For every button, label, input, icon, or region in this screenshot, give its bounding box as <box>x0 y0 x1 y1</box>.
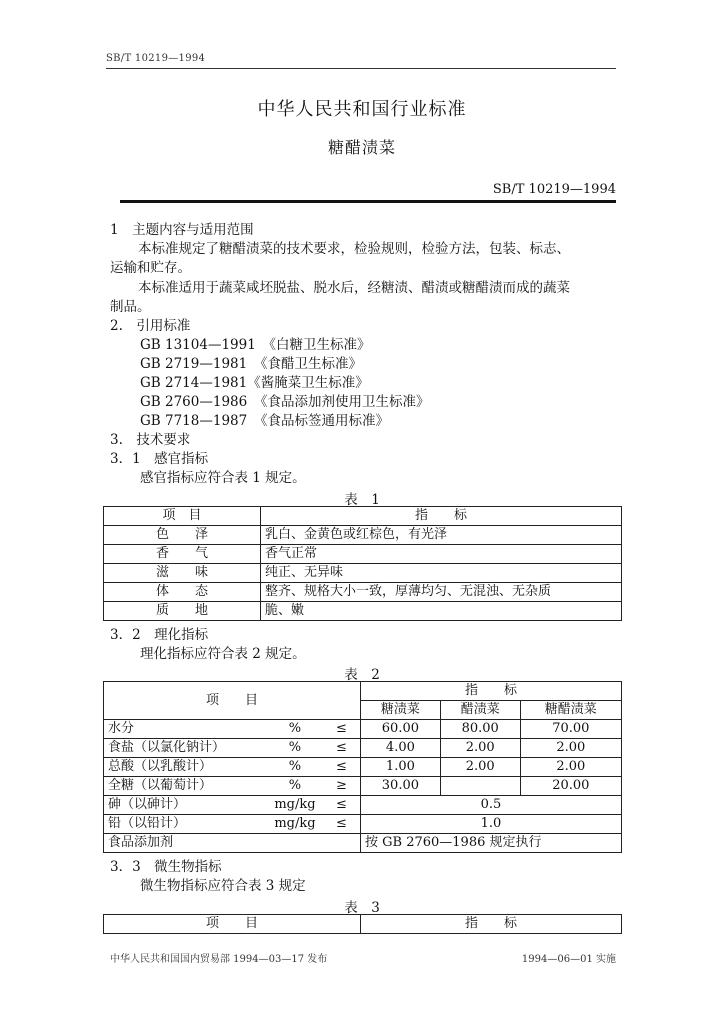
table-3 <box>103 914 622 934</box>
table-2-caption: 表 2 <box>344 667 380 683</box>
table-row <box>104 758 622 777</box>
table-cell: % <box>267 758 323 777</box>
table-cell: 0.5 <box>361 796 622 815</box>
table-row <box>104 834 622 853</box>
reference-item: GB 2714—1981《酱腌菜卫生标准》 <box>140 375 369 391</box>
table-cell: 香 气 <box>104 545 261 564</box>
table-cell: 2.00 <box>440 758 520 777</box>
reference-item: GB 7718—1987 《食品标签通用标准》 <box>140 413 389 429</box>
table-header-row <box>104 682 622 701</box>
table-cell: % <box>267 777 323 796</box>
table-cell: 质 地 <box>104 602 261 621</box>
table-row <box>104 796 622 815</box>
table-header-cell: 糖醋渍菜 <box>520 701 621 720</box>
table-cell: 60.00 <box>361 720 441 739</box>
table-header-cell: 糖渍菜 <box>361 701 441 720</box>
table-cell: mg/kg <box>267 815 323 834</box>
standard-number: SB/T 10219—1994 <box>492 182 616 197</box>
reference-item: GB 2760—1986 《食品添加剂使用卫生标准》 <box>140 394 430 410</box>
table-cell: 70.00 <box>520 720 621 739</box>
section-3-1-heading: 3．1 感官指标 <box>110 451 209 467</box>
table-1 <box>103 506 622 621</box>
document-title: 中华人民共和国行业标准 <box>257 99 467 120</box>
section-3-2-text: 理化指标应符合表 2 规定。 <box>140 646 306 662</box>
section-3-3-text: 微生物指标应符合表 3 规定 <box>140 878 306 894</box>
table-row <box>104 564 622 583</box>
table-cell: 色 泽 <box>104 526 261 545</box>
table-header-row <box>104 915 622 934</box>
header-standard-code: SB/T 10219—1994 <box>106 53 206 64</box>
section-2-heading: 2. 引用标准 <box>110 318 191 334</box>
table-cell: 1.0 <box>361 815 622 834</box>
table-cell: 20.00 <box>520 777 621 796</box>
table-header-cell: 指 标 <box>261 507 622 526</box>
table-header-cell: 指 标 <box>361 915 622 934</box>
table-row <box>104 526 622 545</box>
table-cell: 1.00 <box>361 758 441 777</box>
section-3-3-heading: 3．3 微生物指标 <box>110 859 222 875</box>
table-header-row <box>104 507 622 526</box>
table-row <box>104 739 622 758</box>
table-3-caption: 表 3 <box>344 900 380 916</box>
table-cell: 纯正、无异味 <box>261 564 622 583</box>
reference-item: GB 2719—1981 《食醋卫生标准》 <box>140 356 362 372</box>
table-row <box>104 720 622 739</box>
title-rule <box>120 200 616 203</box>
table-cell: 2.00 <box>520 758 621 777</box>
table-2 <box>103 681 622 853</box>
table-cell: ≤ <box>323 815 361 834</box>
table-header-cell: 项 目 <box>104 915 361 934</box>
table-1-caption: 表 1 <box>344 492 380 508</box>
table-header-cell: 项 目 <box>104 682 361 720</box>
table-cell: 水分 <box>104 720 268 739</box>
table-cell <box>440 777 520 796</box>
table-cell: ≤ <box>323 739 361 758</box>
table-cell: 砷（以砷计） <box>104 796 268 815</box>
table-cell: 滋 味 <box>104 564 261 583</box>
table-row <box>104 815 622 834</box>
section-1-para-2b: 制品。 <box>110 299 151 315</box>
section-3-2-heading: 3．2 理化指标 <box>110 627 209 643</box>
section-3-heading: 3. 技术要求 <box>110 432 191 448</box>
table-cell: 铅（以铅计） <box>104 815 268 834</box>
table-cell: 2.00 <box>440 739 520 758</box>
table-cell: 整齐、规格大小一致，厚薄均匀、无混浊、无杂质 <box>261 583 622 602</box>
table-cell: mg/kg <box>267 796 323 815</box>
table-cell: 4.00 <box>361 739 441 758</box>
table-cell: 总酸（以乳酸计） <box>104 758 268 777</box>
table-header-cell: 项 目 <box>104 507 261 526</box>
document-subtitle: 糖醋渍菜 <box>327 138 396 157</box>
table-cell: 按 GB 2760—1986 规定执行 <box>361 834 622 853</box>
table-cell: ≤ <box>323 796 361 815</box>
table-cell: ≥ <box>323 777 361 796</box>
table-row <box>104 545 622 564</box>
section-1-para-1b: 运输和贮存。 <box>110 260 191 276</box>
table-row <box>104 602 622 621</box>
table-header-cell: 醋渍菜 <box>440 701 520 720</box>
table-row <box>104 777 622 796</box>
table-header-cell: 指 标 <box>361 682 622 701</box>
table-cell: ≤ <box>323 720 361 739</box>
table-cell: 香气正常 <box>261 545 622 564</box>
table-cell: 2.00 <box>520 739 621 758</box>
table-cell: 食品添加剂 <box>104 834 361 853</box>
table-cell: 体 态 <box>104 583 261 602</box>
table-cell: % <box>267 720 323 739</box>
section-3-1-text: 感官指标应符合表 1 规定。 <box>140 470 306 486</box>
table-cell: 30.00 <box>361 777 441 796</box>
section-1-heading: 1 主题内容与适用范围 <box>110 222 254 238</box>
table-cell: 全糖（以葡萄计） <box>104 777 268 796</box>
header-rule <box>106 68 616 69</box>
section-1-para-2a: 本标准适用于蔬菜咸坯脱盐、脱水后，经糖渍、醋渍或糖醋渍而成的蔬菜 <box>138 280 570 296</box>
table-cell: 食盐（以氯化钠计） <box>104 739 268 758</box>
table-cell: 乳白、金黄色或红棕色，有光泽 <box>261 526 622 545</box>
table-cell: % <box>267 739 323 758</box>
footer-issued: 中华人民共和国国内贸易部 1994—03—17 发布 <box>110 954 328 965</box>
reference-item: GB 13104—1991 《白糖卫生标准》 <box>140 337 371 353</box>
table-cell: 脆、嫩 <box>261 602 622 621</box>
table-cell: ≤ <box>323 758 361 777</box>
section-1-para-1a: 本标准规定了糖醋渍菜的技术要求，检验规则，检验方法，包装、标志、 <box>138 241 570 257</box>
table-cell: 80.00 <box>440 720 520 739</box>
table-row <box>104 583 622 602</box>
footer-effective: 1994—06—01 实施 <box>521 954 616 965</box>
